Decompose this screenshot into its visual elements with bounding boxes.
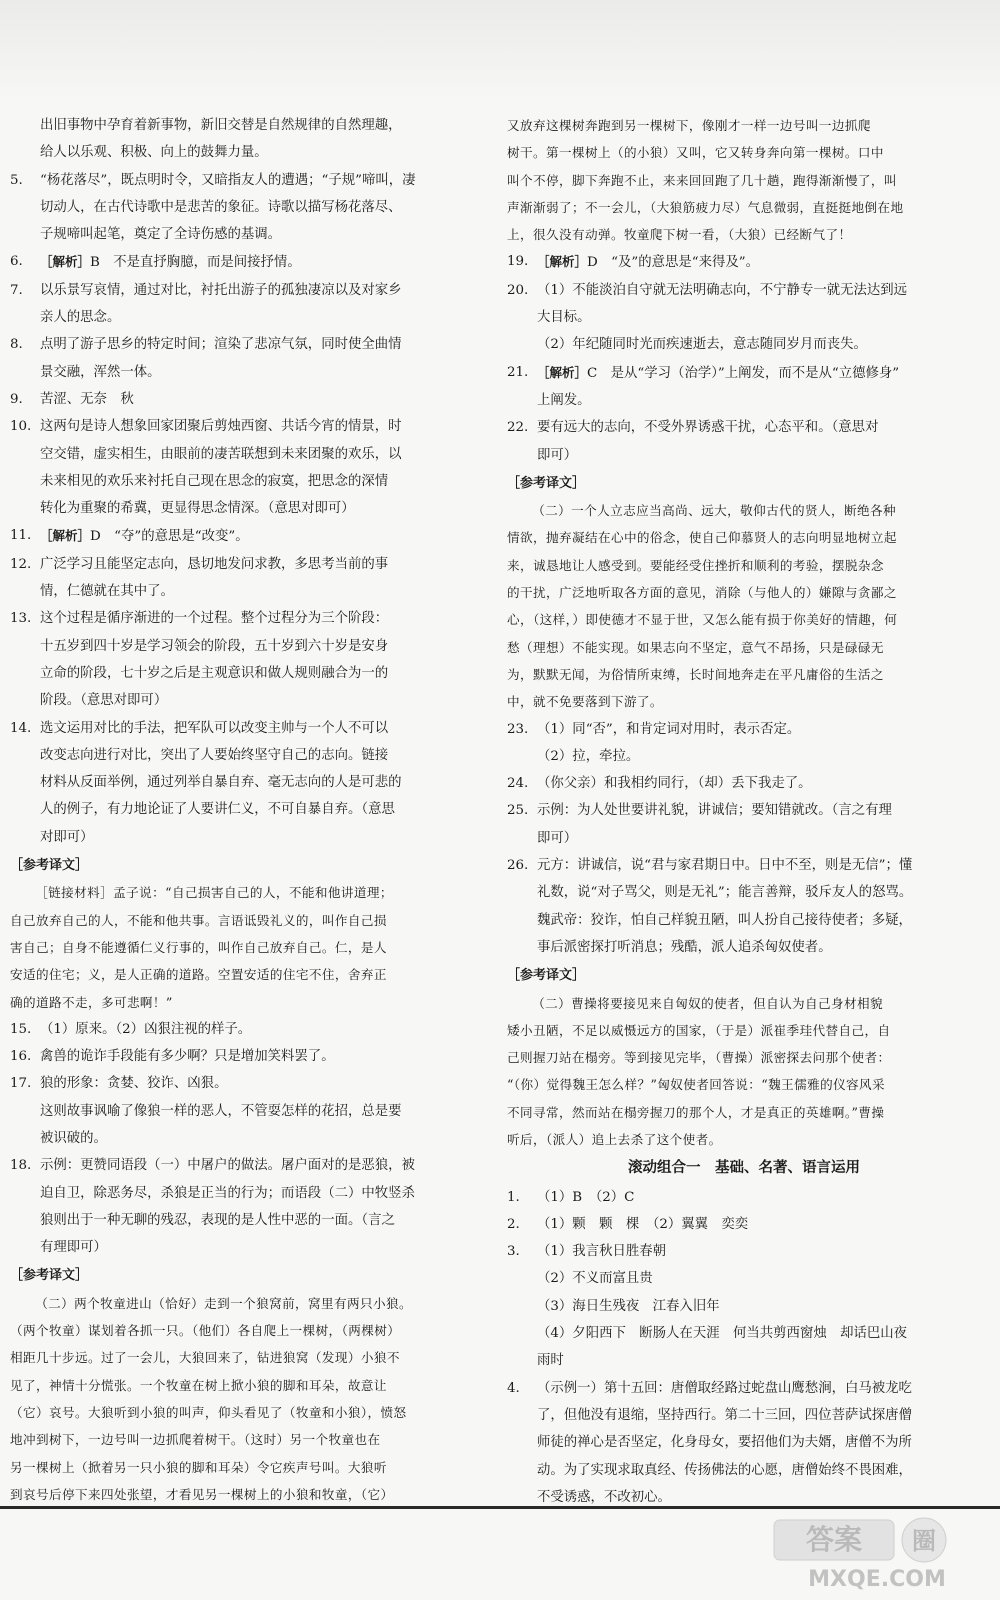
answer-item	[507, 1184, 981, 1211]
answer-item	[10, 715, 478, 742]
item-continuation: 事后派密探打听消息；残酷，派人追杀匈奴使者。	[537, 939, 832, 955]
translation-line: （二）曹操将要接见来自匈奴的使者，但自认为自己身材相貌	[532, 995, 884, 1011]
answer-item	[10, 1016, 478, 1043]
item-text: （1）我言秋日胜春朝	[537, 1244, 667, 1260]
item-continuation: 改变志向进行对比，突出了人要始终坚守自己的志向。链接	[40, 747, 389, 763]
item-continuation: 人的例子，有力地论证了人要讲仁义，不可自暴自弃。（意思	[40, 802, 395, 818]
item-text: 这个过程是循序渐进的一个过程。整个过程分为三个阶段：	[40, 611, 389, 627]
item-text: （1）原来。（2）凶狠注视的样子。	[40, 1021, 252, 1037]
item-number: 20.	[507, 282, 529, 298]
item-text: 这两句是诗人想象回家团聚后剪烛西窗、共话今宵的情景，时	[40, 419, 402, 435]
svg-text:MXQE.COM: MXQE.COM	[808, 1567, 946, 1592]
item-text: 选文运用对比的手法，把军队可以改变主帅与一个人不可以	[40, 720, 389, 736]
item-continuation: 狼则出于一种无聊的残忍，表现的是人性中恶的一面。（言之	[40, 1212, 395, 1228]
answer-item	[507, 1238, 981, 1265]
answer-item	[10, 1070, 478, 1097]
answer-item	[10, 331, 478, 358]
item-continuation: 动。为了实现求取真经、传扬佛法的心愿，唐僧始终不畏困难，	[537, 1462, 912, 1478]
item-number: 2.	[507, 1216, 520, 1232]
item-number: 18.	[10, 1158, 32, 1174]
item-text: （1）B （2）C	[537, 1189, 635, 1205]
answer-item	[10, 522, 478, 550]
item-continuation: 子规啼叫起笔，奠定了全诗伤感的基调。	[40, 227, 282, 243]
translation-line: （它）哀号。大狼听到小狼的叫声，仰头看见了（牧童和小狼），愤怒	[10, 1404, 407, 1420]
item-text: 示例：更赞同语段（一）中屠户的做法。屠户面对的是恶狼，被	[40, 1158, 415, 1174]
translation-line: 见了，神情十分慌张。一个牧童在树上掀小狼的脚和耳朵，故意让	[10, 1377, 387, 1393]
item-text: 要有远大的志向，不受外界诱惑干扰，心态平和。（意思对	[537, 420, 879, 436]
item-number: 12.	[10, 556, 32, 572]
item-text: （示例一）第十五回：唐僧取经路过蛇盘山鹰愁涧，白马被龙吃	[537, 1380, 912, 1396]
analysis-tag: ［解析］	[40, 254, 91, 270]
item-number: 26.	[507, 858, 529, 874]
item-number: 6.	[10, 254, 23, 270]
item-continuation: 切动人，在古代诗歌中是悲苦的象征。诗歌以描写杨花落尽、	[40, 199, 402, 215]
item-continuation: （4）夕阳西下 断肠人在天涯 何当共剪西窗烛 却话巴山夜	[537, 1326, 908, 1342]
translation-line: 另一棵树上（掀着另一只小狼的脚和耳朵）令它疾声号叫。大狼听	[10, 1459, 387, 1475]
item-continuation: 对即可）	[40, 829, 94, 845]
item-number: 10.	[10, 419, 32, 435]
item-continuation: 上阐发。	[537, 392, 591, 408]
item-continuation: 立命的阶段，七十岁之后是主观意识和做人规则融合为一的	[40, 665, 389, 681]
answer-item	[507, 716, 981, 743]
answer-item	[10, 605, 478, 632]
answer-item	[507, 277, 981, 304]
translation-heading: ［参考译文］	[10, 1268, 89, 1284]
item-continuation: 即可）	[537, 830, 578, 846]
translation-line: （两个牧童）谋划着各抓一只。（他们）各自爬上一棵树，（两棵树）	[10, 1323, 401, 1339]
item-continuation: 十五岁到四十岁是学习领会的阶段，五十岁到六十岁是安身	[40, 638, 389, 654]
item-number: 9.	[10, 391, 23, 407]
item-continuation: （3）海日生残夜 江春入旧年	[537, 1298, 720, 1314]
answer-item	[10, 277, 478, 304]
item-text: 苦涩、无奈 秋	[40, 391, 134, 407]
item-continuation: 魏武帝：狡诈，怕自己样貌丑陋，叫人扮自己接待使者；多疑，	[537, 912, 912, 928]
translation-line: 听后，（派人）追上去杀了这个使者。	[507, 1131, 722, 1147]
item-text: （1）同“否”，和肯定词对用时，表示否定。	[537, 721, 801, 737]
answer-item	[10, 167, 478, 194]
section-title: 滚动组合一 基础、名著、语言运用	[628, 1160, 860, 1177]
item-continuation: 出旧事物中孕育着新事物，新旧交替是自然规律的自然理趣，	[40, 118, 402, 133]
item-continuation: 转化为重聚的希冀，更显得思念情深。（意思对即可）	[40, 501, 355, 517]
answer-item	[10, 248, 478, 276]
item-number: 4.	[507, 1380, 520, 1396]
answer-item	[10, 386, 478, 413]
item-continuation: 不受诱惑，不改初心。	[537, 1489, 671, 1505]
item-number: 23.	[507, 721, 529, 737]
answer-item	[10, 1152, 478, 1179]
translation-line: “（你）觉得魏王怎么样？”匈奴使者回答说：“魏王儒雅的仪容风采	[507, 1077, 886, 1093]
translation-line: 害自己；自身不能遵循仁义行事的，叫作自己放弃自己。仁，是人	[10, 939, 387, 955]
item-continuation: 材料从反面举例，通过列举自暴自弃、毫无志向的人是可悲的	[40, 775, 402, 791]
item-text: （你父亲）和我相约同行，（却）丢下我走了。	[537, 776, 812, 792]
item-text: 禽兽的诡诈手段能有多少啊？只是增加笑料罢了。	[40, 1049, 335, 1065]
item-number: 11.	[10, 528, 32, 544]
translation-line: 确的道路不走，多可悲啊！”	[10, 994, 173, 1010]
answer-item	[507, 797, 981, 824]
item-continuation: 师徒的禅心是否坚定，化身母女，要招他们为夫婿，唐僧不为所	[537, 1435, 912, 1451]
item-text: ［解析］D “夺”的意思是“改变”。	[40, 528, 249, 545]
translation-line: 相距几十步远。过了一会儿，大狼回来了，钻进狼窝（发现）小狼不	[10, 1350, 400, 1366]
answer-item	[10, 413, 478, 440]
item-continuation: 被识破的。	[40, 1130, 107, 1146]
item-number: 1.	[507, 1189, 520, 1205]
item-text: 以乐景写哀情，通过对比，衬托出游子的孤独凄凉以及对家乡	[40, 282, 402, 298]
item-continuation: 这则故事讽喻了像狼一样的恶人，不管耍怎样的花招，总是要	[40, 1103, 402, 1119]
translation-line: 愁（理想）不能实现。如果志向不坚定，意气不昂扬，只是碌碌无	[507, 639, 884, 655]
item-continuation: （2）不义而富且贵	[537, 1271, 653, 1287]
item-continuation: 即可）	[537, 447, 578, 463]
translation-line: 心，（这样，）即使德才不显于世，又怎么能有损于你美好的情趣，何	[507, 612, 898, 628]
translation-line: 地冲到树下，一边号叫一边抓爬着树干。（这时）另一个牧童也在	[10, 1432, 381, 1448]
item-text: ［解析］C 是从“学习（治学）”上阐发，而不是从“立德修身”	[537, 364, 900, 381]
item-continuation: 情，仁德就在其中了。	[40, 584, 174, 600]
item-text: ［解析］D “及”的意思是“来得及”。	[537, 254, 760, 271]
translation-line: 又放弃这棵树奔跑到另一棵树下，像刚才一样一边号叫一边抓爬	[507, 118, 871, 133]
item-number: 22.	[507, 420, 529, 436]
svg-text:答案: 答案	[805, 1523, 863, 1556]
scan-shadow	[0, 0, 1000, 100]
translation-line: 自己放弃自己的人，不能和他共事。言语诋毁礼义的，叫作自己损	[10, 912, 387, 928]
item-text: 广泛学习且能坚定志向，恳切地发问求教，多思考当前的事	[40, 556, 389, 572]
item-continuation: （2）年纪随同时光而疾速逝去，意志随同岁月而丧失。	[537, 337, 867, 353]
translation-line: 上，很久没有动弹。牧童爬下树一看，（大狼）已经断气了！	[507, 227, 852, 243]
item-text: “杨花落尽”，既点明时令，又暗指友人的遭遇；“子规”啼叫，凄	[40, 172, 416, 188]
item-number: 15.	[10, 1021, 32, 1037]
item-number: 3.	[507, 1244, 520, 1260]
answer-item	[507, 1375, 981, 1402]
translation-line: 树干。第一棵树上（的小狼）又叫，它又转身奔向第一棵树。口中	[507, 145, 884, 161]
translation-line: 到哀号后停下来四处张望，才看见另一棵树上的小狼和牧童，（它）	[10, 1486, 394, 1502]
item-continuation: 给人以乐观、积极、向上的鼓舞力量。	[40, 145, 268, 161]
translation-line: 来，诚恳地让人感受到。要能经受住挫折和顺利的考验，摆脱杂念	[507, 557, 884, 573]
translation-line: 己则握刀站在榻旁。等到接见完毕，（曹操）派密探去问那个使者：	[507, 1050, 891, 1066]
item-number: 8.	[10, 337, 23, 353]
item-continuation: （2）拉，牵拉。	[537, 748, 640, 764]
translation-line: 叫个不停，脚下奔跑不止，来来回回跑了几十趟，跑得渐渐慢了，叫	[507, 172, 897, 188]
item-continuation: 了，但他没有退缩，坚持西行。第二十三回，四位菩萨试探唐僧	[537, 1407, 912, 1423]
item-continuation: 雨时	[537, 1353, 564, 1369]
translation-line: 不同寻常，然而站在榻旁握刀的那个人，才是真正的英雄啊。”曹操	[507, 1104, 885, 1120]
item-continuation: 大目标。	[537, 310, 591, 326]
left-column	[10, 112, 478, 1508]
item-number: 25.	[507, 803, 529, 819]
translation-line: （二）两个牧童进山（恰好）走到一个狼窝前，窝里有两只小狼。	[35, 1295, 413, 1311]
item-continuation: 未来相见的欢乐来衬托自己现在思念的寂寞，把思念的深情	[40, 473, 389, 489]
translation-line: 为，默默无闻，为俗情所束缚，长时间地奔走在平凡庸俗的生活之	[507, 666, 884, 682]
bottom-rule	[0, 1506, 1000, 1509]
item-continuation: 礼数，说“对子骂父，则是无礼”；能言善辩，驳斥友人的怒骂。	[537, 885, 913, 901]
item-continuation: 阶段。（意思对即可）	[40, 693, 168, 709]
item-text: ［解析］B 不是直抒胸臆，而是间接抒情。	[40, 254, 301, 271]
item-number: 17.	[10, 1076, 32, 1092]
translation-line: （二）一个人立志应当高尚、远大，敬仰古代的贤人，断绝各种	[532, 503, 897, 519]
item-text: 示例：为人处世要讲礼貌，讲诚信；要知错就改。（言之有理	[537, 803, 892, 819]
analysis-tag: ［解析］	[40, 528, 91, 544]
item-number: 13.	[10, 611, 32, 627]
answer-item	[10, 1043, 478, 1070]
translation-line: 安适的住宅；义，是人正确的道路。空置安适的住宅不住，舍弃正	[10, 967, 387, 983]
translation-line: 的干扰，广泛地听取各方面的意见，消除（与他人的）嫌隙与贪鄙之	[507, 585, 897, 601]
item-text: （1）不能淡泊自守就无法明确志向，不宁静专一就无法达到远	[537, 282, 908, 298]
item-number: 14.	[10, 720, 32, 736]
answer-item	[507, 770, 981, 797]
answer-item	[507, 852, 981, 879]
translation-line: 情欲，抛弃凝结在心中的俗念，使自己仰慕贤人的志向明显地树立起	[507, 530, 897, 546]
answer-item	[10, 551, 478, 578]
translation-line: ［链接材料］孟子说：“自己损害自己的人，不能和他讲道理；	[35, 885, 393, 901]
item-continuation: 景交融，浑然一体。	[40, 364, 161, 380]
analysis-tag: ［解析］	[537, 254, 588, 270]
item-text: 点明了游子思乡的特定时间；渲染了悲凉气氛，同时使全曲情	[40, 337, 402, 353]
item-number: 5.	[10, 172, 23, 188]
item-number: 21.	[507, 364, 529, 380]
answer-item	[507, 414, 981, 441]
translation-heading: ［参考译文］	[10, 858, 89, 874]
translation-heading: ［参考译文］	[507, 475, 586, 491]
item-number: 24.	[507, 776, 529, 792]
answer-item	[507, 359, 981, 387]
translation-line: 声渐渐弱了；不一会儿，（大狼筋疲力尽）气息微弱，直挺挺地倒在地	[507, 199, 904, 215]
translation-heading: ［参考译文］	[507, 968, 586, 984]
svg-text:圈: 圈	[912, 1527, 936, 1555]
translation-line: 中，就不免要落到下游了。	[507, 694, 663, 710]
watermark-logo	[772, 1516, 982, 1592]
item-continuation: 有理即可）	[40, 1240, 107, 1256]
item-text: 元方：讲诚信，说“君与家君期日中。日中不至，则是无信”；懂	[537, 858, 913, 874]
item-number: 19.	[507, 254, 529, 270]
right-column	[507, 112, 981, 1511]
answer-item	[507, 248, 981, 276]
item-text: （1）颗 颗 棵 （2）翼翼 奕奕	[537, 1216, 749, 1232]
item-continuation: 迫自卫，除恶务尽，杀狼是正当的行为；而语段（二）中牧竖杀	[40, 1185, 415, 1201]
item-number: 16.	[10, 1049, 32, 1065]
answer-item	[507, 1211, 981, 1238]
item-text: 狼的形象：贪婪、狡诈、凶狠。	[40, 1076, 228, 1092]
item-number: 7.	[10, 282, 23, 298]
item-continuation: 空交错，虚实相生，由眼前的凄苦联想到未来团聚的欢乐，以	[40, 446, 402, 462]
translation-line: 矮小丑陋，不足以威慑远方的国家，（于是）派崔季珪代替自己，自	[507, 1022, 891, 1038]
item-continuation: 亲人的思念。	[40, 310, 121, 326]
analysis-tag: ［解析］	[537, 364, 588, 380]
